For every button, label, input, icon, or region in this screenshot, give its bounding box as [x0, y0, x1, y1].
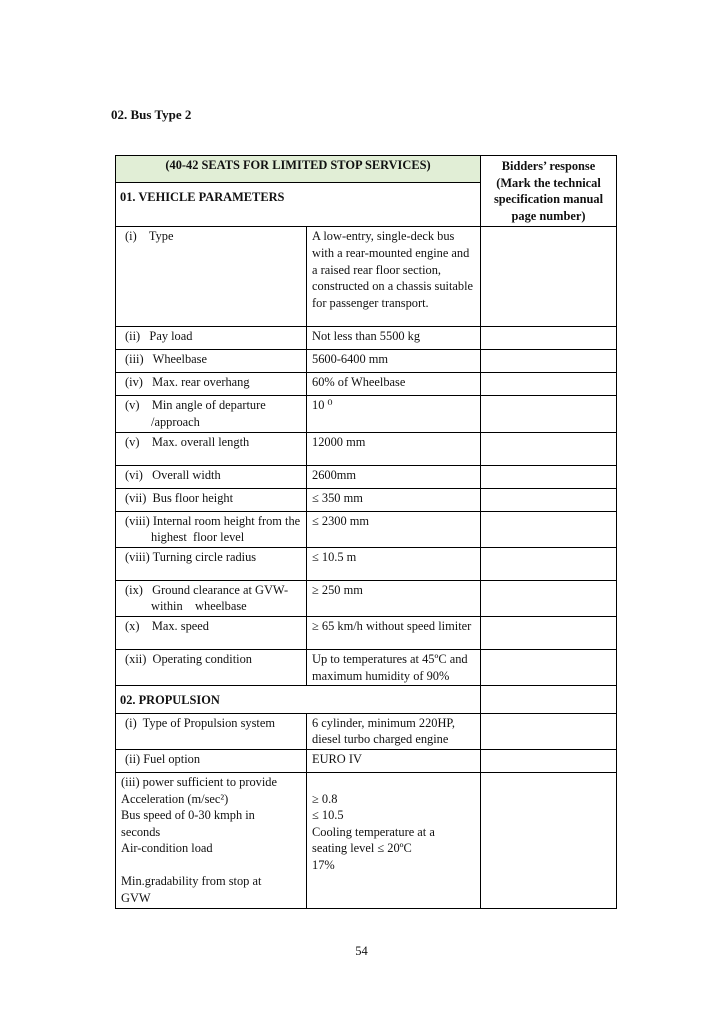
spec-label-line: [121, 857, 301, 874]
spec-value-line: [312, 774, 475, 791]
bidder-response-cell[interactable]: [481, 327, 617, 350]
spec-value: Not less than 5500 kg: [307, 327, 481, 350]
page-number: 54: [355, 944, 368, 958]
bidder-response-cell[interactable]: [481, 580, 617, 616]
spec-label-line: Bus speed of 0-30 kmph in: [121, 808, 255, 823]
bidder-response-cell[interactable]: [481, 713, 617, 749]
spec-value: 10 ⁰: [307, 396, 481, 432]
section-heading-vehicle-parameters: 01. VEHICLE PARAMETERS: [116, 183, 481, 227]
bidder-response-cell[interactable]: [481, 511, 617, 547]
label-cell: [116, 227, 307, 327]
label-cell: [116, 396, 307, 432]
spec-label-line: Air-condition load: [121, 841, 213, 856]
label-cell: [116, 772, 307, 908]
bidder-response-cell[interactable]: [481, 649, 617, 685]
spec-value-line: Cooling temperature at a: [312, 824, 435, 839]
spec-label: (viii) Internal room height from the highest floor level: [125, 513, 310, 545]
label-cell: [116, 649, 307, 685]
spec-label: (viii) Turning circle radius: [125, 549, 257, 564]
bidder-response-cell[interactable]: [481, 616, 617, 649]
label-cell: [116, 713, 307, 749]
spec-label: (vii) Bus floor height: [125, 490, 234, 505]
spec-value: ≤ 10.5 m: [307, 547, 481, 580]
spec-value-line: ≥ 0.8: [312, 791, 338, 806]
spec-value: 12000 mm: [307, 432, 481, 465]
spec-label: (ii) Fuel option: [125, 751, 201, 766]
bidder-response-cell[interactable]: [481, 686, 617, 714]
spec-value: 6 cylinder, minimum 220HP, diesel turbo charged engine: [307, 713, 481, 749]
table-row: [116, 465, 617, 488]
bidders-response-header: Bidders’ response (Mark the technical specification manual page number): [481, 156, 617, 227]
spec-label-line: GVW: [121, 891, 151, 906]
table-row: [116, 749, 617, 772]
table-row: [116, 396, 617, 432]
bidder-response-cell[interactable]: [481, 465, 617, 488]
table-row: [116, 547, 617, 580]
table-row: [116, 772, 617, 908]
table-row: [116, 511, 617, 547]
spec-label: (ix) Ground clearance at GVW- within wheelbase: [125, 582, 292, 614]
label-cell: [116, 432, 307, 465]
spec-label: (iv) Max. rear overhang: [125, 375, 250, 390]
bidder-response-cell[interactable]: [481, 227, 617, 327]
table-row: [116, 488, 617, 511]
bidder-response-cell[interactable]: [481, 488, 617, 511]
bidder-response-cell[interactable]: [481, 749, 617, 772]
section-row: [116, 686, 617, 714]
table-row: [116, 649, 617, 685]
spec-value-line: 17%: [312, 857, 335, 872]
spec-label-line: Acceleration (m/sec²): [121, 791, 229, 806]
spec-value-line: ≤ 10.5: [312, 808, 344, 823]
spec-label: (vi) Overall width: [125, 467, 221, 482]
title-row: [116, 156, 617, 183]
table-row: [116, 227, 617, 327]
bidder-response-cell[interactable]: [481, 432, 617, 465]
table-row: [116, 432, 617, 465]
label-cell: [116, 580, 307, 616]
table-row: [116, 350, 617, 373]
label-cell: [116, 488, 307, 511]
bidder-response-cell[interactable]: [481, 396, 617, 432]
label-cell: [116, 511, 310, 547]
table-row: [116, 373, 617, 396]
label-cell: [116, 327, 307, 350]
spec-value: 60% of Wheelbase: [307, 373, 481, 396]
table-row: [116, 713, 617, 749]
spec-value: ≤ 350 mm: [307, 488, 481, 511]
spec-value: EURO IV: [307, 749, 481, 772]
table-row: [116, 327, 617, 350]
label-cell: [116, 547, 307, 580]
label-cell: [116, 616, 307, 649]
bidder-response-cell[interactable]: [481, 772, 617, 908]
spec-label: (ii) Pay load: [125, 329, 193, 344]
label-cell: [116, 465, 307, 488]
table-row: [116, 616, 617, 649]
spec-label-line: seconds: [121, 824, 161, 839]
spec-value: Up to temperatures at 45ºC and maximum humidity of 90%: [307, 649, 481, 685]
spec-label: (i) Type: [125, 229, 174, 244]
label-cell: [116, 373, 307, 396]
spec-label: (i) Type of Propulsion system: [125, 715, 275, 730]
spec-value: A low-entry, single-deck bus with a rear-mounted engine and a raised rear floor section, constructed on a chassis suitable for passenger transport.: [307, 227, 481, 327]
page-heading: 02. Bus Type 2: [111, 107, 192, 122]
table-row: [116, 580, 617, 616]
label-cell: [116, 749, 307, 772]
bidder-response-cell[interactable]: [481, 350, 617, 373]
label-cell: [116, 350, 307, 373]
spec-value: ≤ 2300 mm: [307, 511, 481, 547]
spec-label: (v) Max. overall length: [125, 434, 250, 449]
spec-value-line: seating level ≤ 20ºC: [312, 841, 412, 856]
spec-label-line: Min.gradability from stop at: [121, 874, 262, 889]
spec-label: (v) Min angle of departure /approach: [125, 398, 269, 429]
spec-label: (x) Max. speed: [125, 618, 209, 633]
bidder-response-cell[interactable]: [481, 373, 617, 396]
section-heading-propulsion: 02. PROPULSION: [116, 686, 481, 714]
spec-value: ≥ 65 km/h without speed limiter: [307, 616, 481, 649]
spec-label: (iii) Wheelbase: [125, 352, 207, 367]
bidder-response-cell[interactable]: [481, 547, 617, 580]
spec-value: ≥ 250 mm: [307, 580, 481, 616]
spec-value: 2600mm: [307, 465, 481, 488]
spec-label-line: (iii) power sufficient to provide: [121, 774, 277, 789]
table-title: (40-42 SEATS FOR LIMITED STOP SERVICES): [116, 156, 481, 183]
value-cell: [307, 772, 481, 908]
spec-table: [115, 155, 617, 909]
spec-value: 5600-6400 mm: [307, 350, 481, 373]
spec-label: (xii) Operating condition: [125, 651, 252, 666]
